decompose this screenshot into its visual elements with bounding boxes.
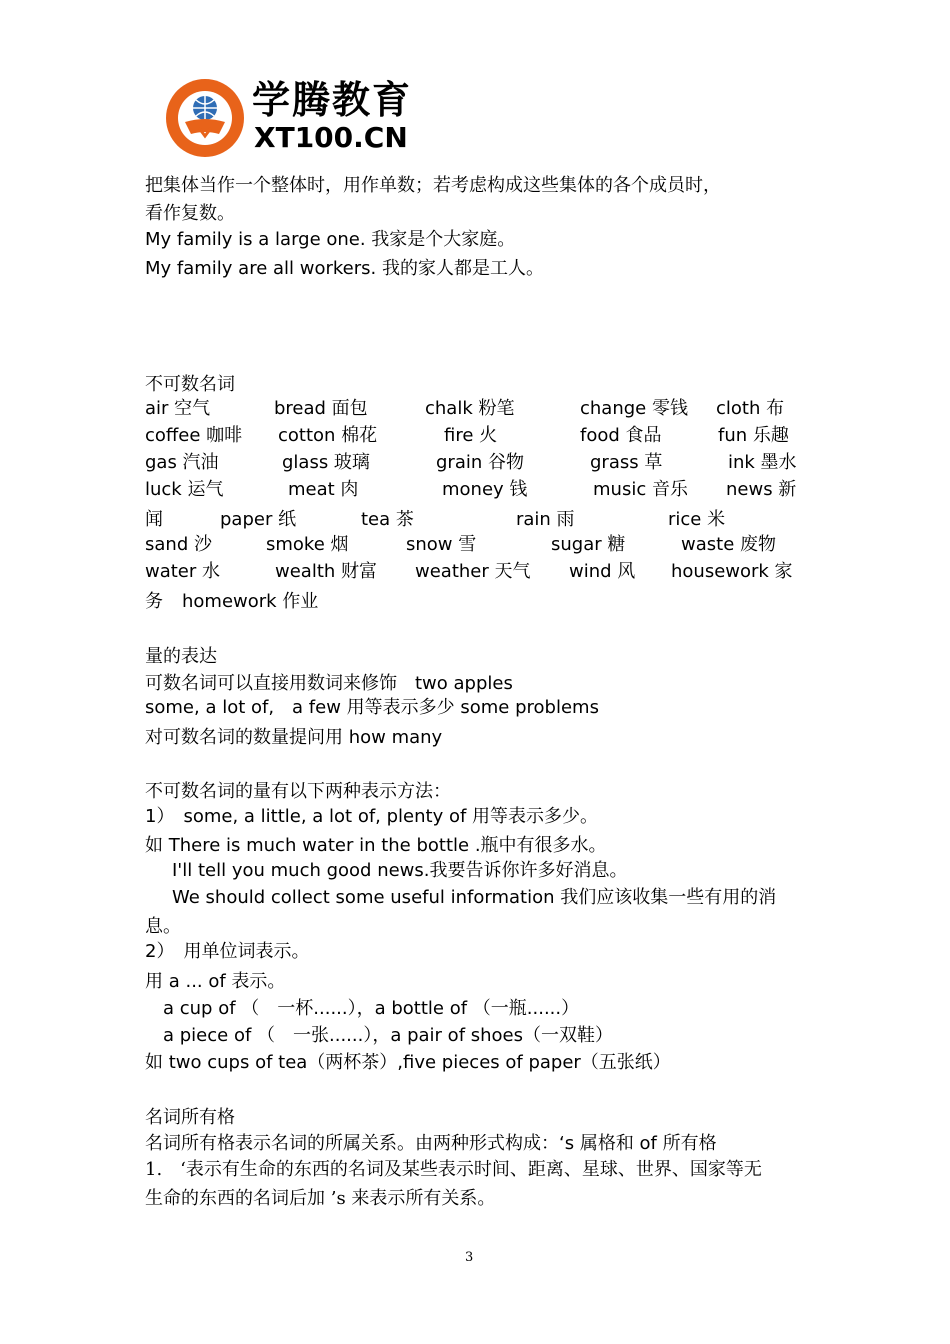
section-heading: 不可数名词 [145,374,235,395]
text-line: a piece of （ 一张......），a pair of shoes（一双鞋） [163,1025,613,1046]
xuet-logo-emblem [165,78,245,158]
word-entry: cloth 布 [716,398,785,419]
text-line: 如 two cups of tea（两杯茶）,five pieces of paper（五张纸） [145,1052,671,1073]
word-entry: fire 火 [444,425,498,446]
word-entry: housework 家 [671,561,793,582]
word-entry: sand 沙 [145,534,212,555]
page-number: 3 [465,1250,474,1265]
intro-line: 看作复数。 [145,203,235,224]
text-line: 名词所有格表示名词的所属关系。由两种形式构成：‘s 属格和 of 所有格 [145,1133,717,1154]
section-heading: 不可数名词的量有以下两种表示方法： [145,781,451,802]
word-entry: weather 天气 [415,561,531,582]
word-entry: luck 运气 [145,479,224,500]
text-line: 如 There is much water in the bottle .瓶中有很多水。 [145,835,607,856]
word-entry: paper 纸 [220,509,297,530]
text-line: 1） some, a little, a lot of, plenty of 用等表示多少。 [145,806,599,827]
word-entry: chalk 粉笔 [425,398,515,419]
word-entry: water 水 [145,561,221,582]
text-line: 对可数名词的数量提问用 how many [145,727,443,748]
word-entry: news 新 [726,479,797,500]
word-entry: change 零钱 [580,398,688,419]
word-entry: cotton 棉花 [278,425,378,446]
word-entry: tea 茶 [361,509,414,530]
text-line: 可数名词可以直接用数词来修饰 two apples [145,673,513,694]
word-entry: rice 米 [668,509,726,530]
word-entry: snow 雪 [406,534,477,555]
word-entry: money 钱 [442,479,528,500]
text-line: 用 a ... of 表示。 [145,971,286,992]
word-entry: grain 谷物 [436,452,524,473]
word-entry: bread 面包 [274,398,368,419]
word-entry: air 空气 [145,398,211,419]
word-entry: wealth 财富 [275,561,378,582]
text-line: some, a lot of, a few 用等表示多少 some problems [145,697,599,718]
text-line: 1. ‘表示有生命的东西的名词及某些表示时间、距离、星球、世界、国家等无 [145,1159,762,1180]
word-entry: waste 废物 [681,534,776,555]
word-entry: smoke 烟 [266,534,349,555]
logo-domain: XT100.CN [254,121,408,154]
word-entry: rain 雨 [516,509,575,530]
intro-example: My family are all workers. 我的家人都是工人。 [145,258,544,279]
word-entry: meat 肉 [288,479,359,500]
text-line: 生命的东西的名词后加 ’s 来表示所有关系。 [145,1188,496,1209]
word-entry: 闻 [145,509,163,530]
section-heading: 名词所有格 [145,1107,235,1128]
word-entry: wind 风 [569,561,636,582]
word-entry: food 食品 [580,425,662,446]
logo-brand-name: 学腾教育 [252,78,413,122]
text-line: 2） 用单位词表示。 [145,941,310,962]
intro-example: My family is a large one. 我家是个大家庭。 [145,229,516,250]
word-entry: coffee 咖啡 [145,425,243,446]
word-entry: sugar 糖 [551,534,626,555]
word-entry: music 音乐 [593,479,688,500]
word-entry: glass 玻璃 [282,452,370,473]
word-entry: fun 乐趣 [718,425,789,446]
text-line: I'll tell you much good news.我要告诉你许多好消息。 [172,860,628,881]
text-line: a cup of （ 一杯......），a bottle of （一瓶......） [163,998,580,1019]
section-heading: 量的表达 [145,646,217,667]
text-line: 息。 [145,916,181,937]
text-line: We should collect some useful information 我们应该收集一些有用的消 [172,887,777,908]
intro-line: 把集体当作一个整体时，用作单数；若考虑构成这些集体的各个成员时， [145,175,721,196]
word-entry: 务 [145,591,163,612]
word-entry: homework 作业 [182,591,319,612]
word-entry: ink 墨水 [728,452,797,473]
word-entry: grass 草 [590,452,663,473]
word-entry: gas 汽油 [145,452,219,473]
